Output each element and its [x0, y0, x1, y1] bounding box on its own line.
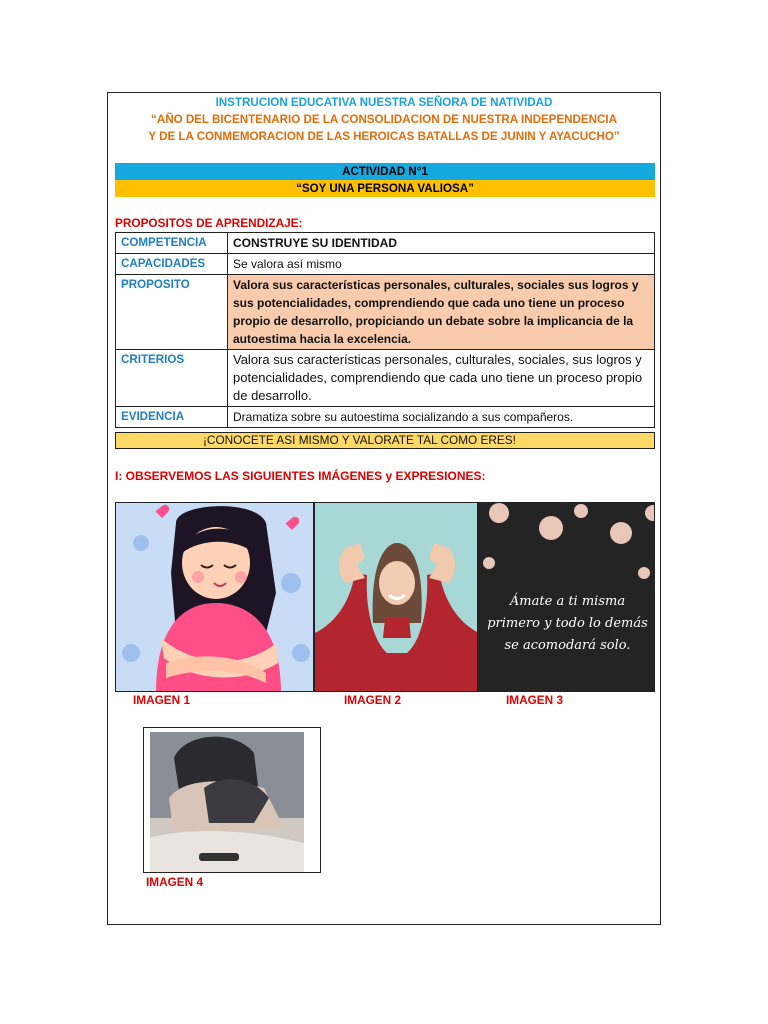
row-value: CONSTRUYE SU IDENTIDAD [228, 233, 655, 254]
caption-image-2: IMAGEN 2 [344, 693, 402, 707]
table-row [116, 254, 655, 275]
motto-text: ¡CONOCETE ASI MISMO Y VALORATE TAL COMO ERES! [203, 433, 516, 447]
quote-line: se acomodará solo. [504, 638, 631, 653]
quote-line: Ámate a ti misma [509, 594, 626, 609]
year-title-line1: “AÑO DEL BICENTENARIO DE LA CONSOLIDACION DE NUESTRA INDEPENDENCIA [151, 113, 617, 126]
image-1 [115, 502, 314, 692]
row-key: COMPETENCIA [116, 233, 228, 254]
caption-image-4: IMAGEN 4 [146, 875, 204, 889]
table-row [116, 275, 655, 350]
row-value: Valora sus características personales, culturales, sociales sus logros y sus potencialidades, comprendiendo que cada uno tiene un proceso propio de desarrollo, propiciando un debate sobre la implicancia de la autoestima hacia la excelencia. [228, 275, 655, 350]
table-row [116, 407, 655, 428]
row-key: EVIDENCIA [116, 407, 228, 428]
row-value: Se valora así mismo [228, 254, 655, 275]
self-hug-illustration [116, 503, 314, 692]
row-value: Dramatiza sobre su autoestima socializando a sus compañeros. [228, 407, 655, 428]
purposes-heading: PROPOSITOS DE APRENDIZAJE: [115, 216, 303, 230]
quote-line: primero y todo lo demás [487, 616, 648, 631]
year-title-line2: Y DE LA CONMEMORACION DE LAS HEROICAS BATALLAS DE JUNIN Y AYACUCHO” [148, 130, 620, 143]
activity-number: ACTIVIDAD N°1 [115, 163, 655, 180]
woman-flexing-photo [315, 503, 478, 692]
table-row [116, 350, 655, 407]
school-name: INSTRUCION EDUCATIVA NUESTRA SEÑORA DE NATIVIDAD [215, 96, 553, 109]
activity-title: “SOY UNA PERSONA VALIOSA” [115, 180, 655, 197]
image-4 [143, 727, 321, 873]
row-value: Valora sus características personales, culturales, sociales, sus logros y potencialidades, comprendiendo que cada uno tiene un proceso propio de desarrollo. [228, 350, 655, 407]
row-key: PROPOSITO [116, 275, 228, 350]
sad-person-photo [144, 728, 321, 873]
image-3 [478, 502, 655, 692]
caption-image-3: IMAGEN 3 [506, 693, 564, 707]
row-key: CAPACIDADES [116, 254, 228, 275]
purposes-table [115, 232, 655, 428]
row-key: CRITERIOS [116, 350, 228, 407]
table-row [116, 233, 655, 254]
motto-banner [115, 432, 655, 449]
image-2 [314, 502, 478, 692]
quote-text [479, 591, 655, 657]
caption-image-1: IMAGEN 1 [133, 693, 191, 707]
observe-heading: I: OBSERVEMOS LAS SIGUIENTES IMÁGENES y EXPRESIONES: [115, 469, 486, 483]
document-page [107, 92, 661, 925]
